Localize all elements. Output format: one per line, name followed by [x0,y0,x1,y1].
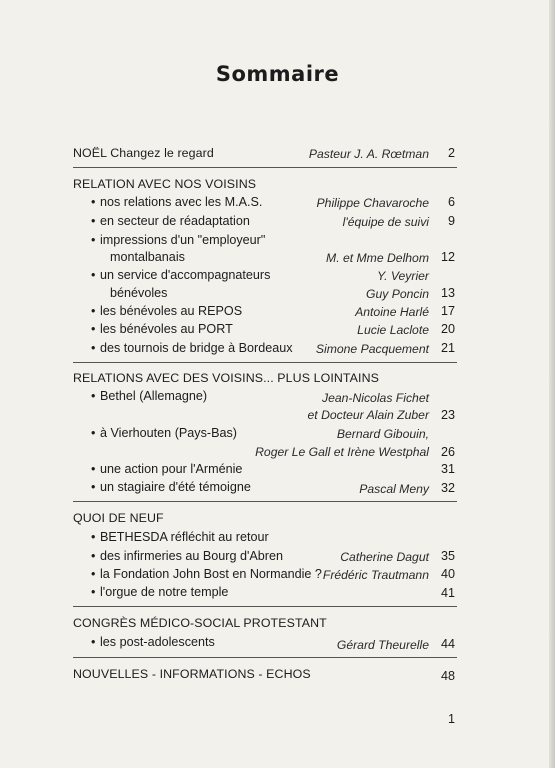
toc-item-page: 6 [447,195,455,209]
toc-item: • une action pour l'Arménie [100,462,242,476]
section-heading-congres: CONGRÈS MÉDICO-SOCIAL PROTESTANT [73,616,327,630]
toc-item-page: 21 [440,341,455,355]
toc-item-page: 26 [440,445,455,459]
toc-item: • nos relations avec les M.A.S. [100,195,262,209]
toc-item-page: 13 [440,286,455,300]
toc-item-author: Catherine Dagut [340,550,429,564]
section-heading-quoi-de-neuf: QUOI DE NEUF [73,511,164,525]
section-divider [73,606,457,607]
toc-item-author: Gérard Theurelle [336,638,429,652]
toc-item: • les bénévoles au REPOS [100,304,242,318]
toc-item-author: Guy Poncin [365,287,429,301]
section-divider [73,501,457,502]
toc-noel-page: 2 [447,146,455,160]
toc-item-author: Antoine Harlé [355,305,429,319]
toc-item: • un stagiaire d'été témoigne [100,480,251,494]
toc-item-page: 35 [440,549,455,563]
toc-item-page: 9 [447,214,455,228]
toc-item: • les bénévoles au PORT [100,322,233,336]
toc-item-page: 32 [440,481,455,495]
section-divider [73,167,457,168]
toc-item-author: Bernard Gibouin, [336,427,429,441]
toc-item: • un service d'accompagnateurs [100,268,270,282]
toc-item-author: Frédéric Trautmann [322,568,429,582]
toc-item-author: Simone Pacquement [315,342,429,356]
toc-item-author: Y. Veyrier [377,269,429,283]
toc-item: • Bethel (Allemagne) [100,389,207,403]
toc-item-author: Philippe Chavaroche [316,196,429,210]
toc-item-page: 17 [440,304,455,318]
section-heading-relations-lointains: RELATIONS AVEC DES VOISINS... PLUS LOINTAINS [73,371,379,385]
section-divider [73,657,457,658]
toc-item: • la Fondation John Bost en Normandie ? [100,567,322,581]
toc-item: • en secteur de réadaptation [100,214,250,228]
toc-item-continuation: bénévoles [110,286,168,300]
toc-item-author: Lucie Laclote [357,323,429,337]
toc-item-page: 20 [440,322,455,336]
toc-item-page: 44 [440,637,455,651]
toc-noel-heading: NOËL Changez le regard [73,146,214,160]
page-edge-shadow [549,0,555,768]
toc-noel-author: Pasteur J. A. Rœtman [308,147,429,161]
toc-item: • l'orgue de notre temple [100,585,228,599]
toc-item: • des infirmeries au Bourg d'Abren [100,549,283,563]
page-title: Sommaire [215,62,340,86]
section-heading-relation-voisins: RELATION AVEC NOS VOISINS [73,177,257,191]
toc-item-page: 41 [440,586,455,600]
page-number: 1 [447,712,455,726]
toc-item-author: Roger Le Gall et Irène Westphal [255,445,429,459]
toc-item: • impressions d'un "employeur" [100,233,265,247]
toc-item-continuation: montalbanais [110,250,185,264]
toc-item-page: 23 [440,408,455,422]
toc-item-page: 40 [440,567,455,581]
section-heading-nouvelles: NOUVELLES - INFORMATIONS - ECHOS [73,667,311,681]
toc-nouvelles-page: 48 [440,669,455,683]
toc-item: • à Vierhouten (Pays-Bas) [100,426,237,440]
toc-item: • les post-adolescents [100,635,215,649]
toc-item-author: l'équipe de suivi [342,215,429,229]
section-divider [73,362,457,363]
toc-item-author: Pascal Meny [359,482,429,496]
toc-item-author: M. et Mme Delhom [326,251,429,265]
toc-item-page: 31 [440,462,455,476]
toc-item: • des tournois de bridge à Bordeaux [100,341,293,355]
toc-item-author: Jean-Nicolas Fichet [321,391,429,405]
toc-item-author: et Docteur Alain Zuber [307,408,429,422]
toc-item-page: 12 [440,250,455,264]
toc-item: • BETHESDA réfléchit au retour [100,530,269,544]
